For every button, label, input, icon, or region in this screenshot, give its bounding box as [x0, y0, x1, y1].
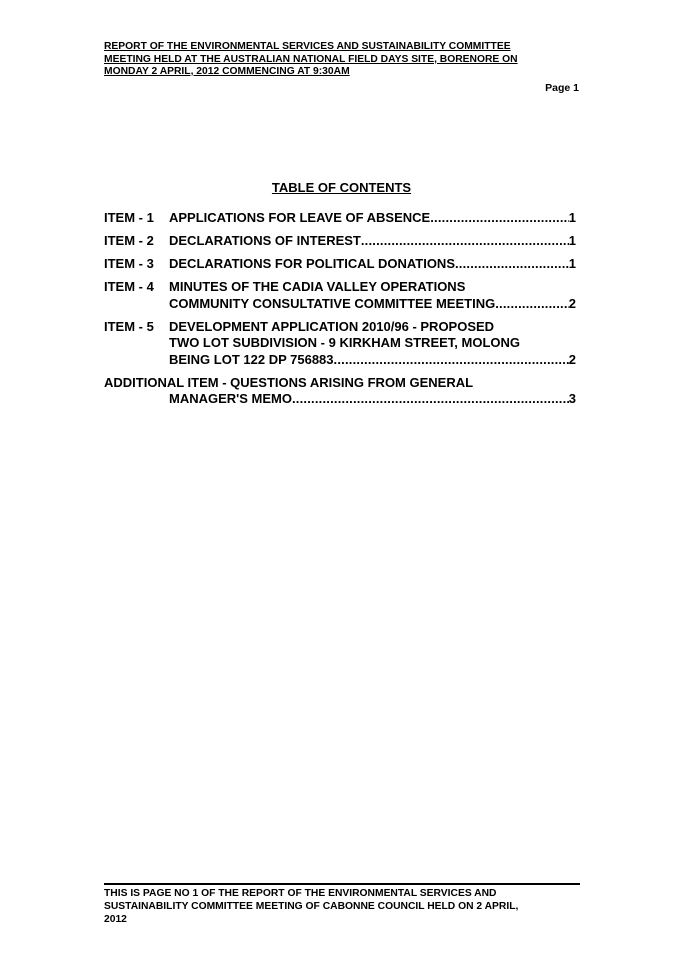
toc-item-title-continued: MANAGER'S MEMO	[169, 391, 292, 406]
toc-item-page: 1	[568, 233, 576, 248]
toc-item-number: ITEM - 3	[104, 256, 154, 271]
toc-item-title: MINUTES OF THE CADIA VALLEY OPERATIONS	[169, 279, 466, 294]
footer-line: 2012	[104, 914, 127, 925]
toc-item-page: 3	[568, 391, 576, 406]
toc-item-page: 1	[568, 210, 576, 225]
footer-divider	[104, 883, 580, 885]
toc-item-number: ITEM - 2	[104, 233, 154, 248]
toc-entry-item-3[interactable]	[104, 256, 576, 273]
toc-item-number: ITEM - 5	[104, 318, 154, 334]
toc-entry-item-5[interactable]	[104, 319, 576, 369]
page-number-label: Page 1	[545, 82, 579, 94]
header-line: MONDAY 2 APRIL, 2012 COMMENCING AT 9:30AM	[104, 66, 350, 77]
dot-leader	[455, 256, 569, 273]
dot-leader	[292, 391, 569, 408]
toc-item-title: DEVELOPMENT APPLICATION 2010/96 - PROPOSED	[169, 318, 495, 334]
page-footer	[104, 887, 580, 926]
toc-item-page: 1	[568, 256, 576, 271]
toc-entry-item-1[interactable]	[104, 210, 576, 227]
footer-line: THIS IS PAGE NO 1 OF THE REPORT OF THE ENVIRONMENTAL SERVICES AND	[104, 888, 497, 899]
header-line: MEETING HELD AT THE AUSTRALIAN NATIONAL FIELD DAYS SITE, BORENORE ON	[104, 53, 518, 65]
footer-line: SUSTAINABILITY COMMITTEE MEETING OF CABONNE COUNCIL HELD ON 2 APRIL,	[104, 901, 519, 912]
toc-item-title-continued: BEING LOT 122 DP 756883	[169, 351, 334, 367]
toc-item-number: ITEM - 1	[104, 210, 154, 225]
dot-leader	[334, 352, 569, 369]
header-line: REPORT OF THE ENVIRONMENTAL SERVICES AND SUSTAINABILITY COMMITTEE	[104, 41, 511, 52]
dot-leader	[495, 296, 569, 313]
report-header	[104, 41, 580, 79]
toc-item-title-continued: TWO LOT SUBDIVISION - 9 KIRKHAM STREET, MOLONG	[169, 335, 520, 350]
toc-entry-item-4[interactable]	[104, 279, 576, 312]
table-of-contents	[104, 210, 576, 414]
toc-item-title: DECLARATIONS OF INTEREST	[169, 233, 361, 248]
dot-leader	[361, 233, 569, 250]
toc-item-title-continued: COMMUNITY CONSULTATIVE COMMITTEE MEETING	[169, 295, 496, 311]
toc-item-title: DECLARATIONS FOR POLITICAL DONATIONS	[169, 256, 455, 271]
toc-entry-item-2[interactable]	[104, 233, 576, 250]
toc-item-number: ITEM - 4	[104, 279, 154, 294]
dot-leader	[430, 210, 569, 227]
toc-item-page: 2	[568, 295, 576, 311]
toc-item-title: ADDITIONAL ITEM - QUESTIONS ARISING FROM GENERAL	[104, 374, 474, 390]
toc-title: TABLE OF CONTENTS	[271, 180, 412, 195]
toc-entry-additional-item[interactable]	[104, 375, 576, 408]
toc-item-title: APPLICATIONS FOR LEAVE OF ABSENCE	[169, 210, 431, 225]
toc-item-page: 2	[568, 351, 576, 367]
